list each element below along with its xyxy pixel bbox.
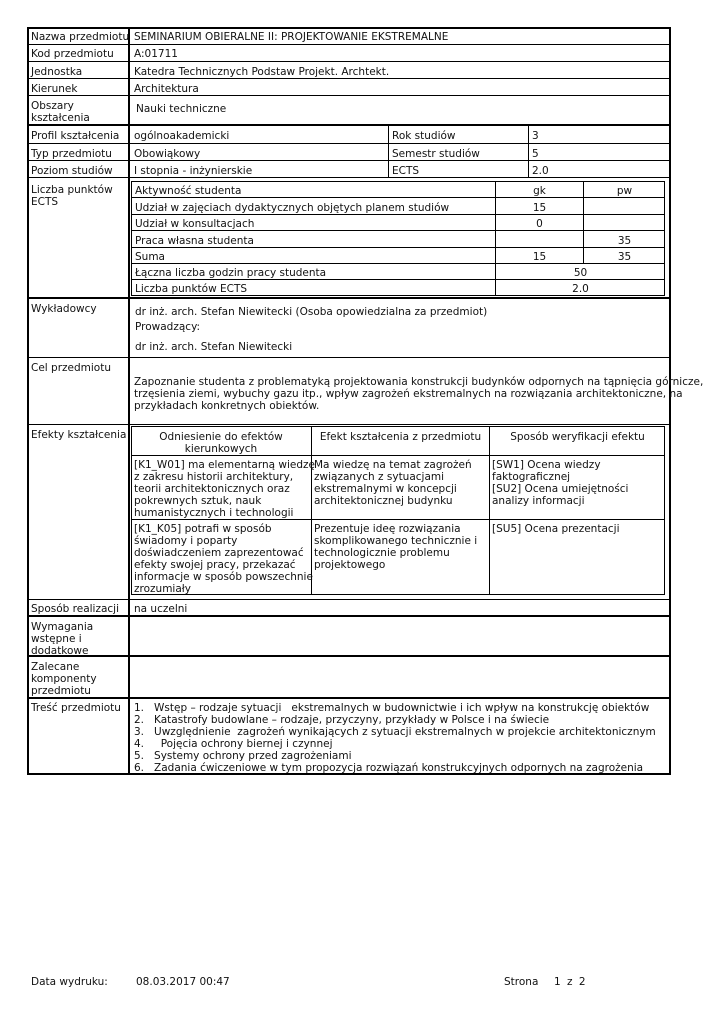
label-obszary-line: kształcenia	[31, 112, 90, 124]
efekty-cell-efekt	[311, 457, 475, 509]
label-ects: ECTS	[392, 165, 420, 177]
label-wymagania-line: Wymagania	[31, 621, 94, 633]
ects-total-hours-label: Łączna liczba godzin pracy studenta	[135, 267, 327, 279]
value-nazwa: SEMINARIUM OBIERALNE II: PROJEKTOWANIE EKSTREMALNE	[134, 31, 449, 43]
efekty-header-line: Odniesienie do efektów	[159, 431, 283, 443]
efekty-cell-line: skomplikowanego technicznie i	[314, 535, 478, 547]
row-sposob	[27, 600, 671, 617]
efekty-cell-line: związanych z sytuacjami	[314, 471, 445, 483]
efekty-header-line: kierunkowych	[184, 443, 258, 455]
value-poziom: I stopnia - inżynierskie	[134, 165, 253, 177]
label-obszary	[28, 98, 93, 126]
label-tresc: Treść przedmiotu	[31, 702, 121, 714]
efekty-header-line: Efekt kształcenia z przedmiotu	[319, 431, 482, 443]
efekty-cell-odniesienie	[131, 521, 316, 597]
label-wymagania	[28, 619, 96, 659]
value-rok: 3	[532, 130, 539, 142]
efekty-cell-line: z zakresu historii architektury,	[134, 471, 294, 483]
efekty-cell-line: świadomy i poparty	[134, 535, 238, 547]
label-zalecane-line: komponenty	[31, 673, 97, 685]
label-nazwa: Nazwa przedmiotu	[31, 31, 130, 43]
tresc-item: 3. Uwzględnienie zagrożeń wynikających z sytuacji ekstremalnych w projekcie architektonicznym	[134, 726, 656, 738]
efekty-header-efekt	[312, 429, 489, 445]
label-kierunek: Kierunek	[31, 83, 78, 95]
tresc-item: 5. Systemy ochrony przed zagrożeniami	[134, 750, 352, 762]
efekty-col-divider	[489, 426, 490, 595]
tresc-item: 6. Zadania ćwiczeniowe w tym propozycja rozwiązań konstrukcyjnych odpornych na zagrożenia	[134, 762, 644, 774]
efekty-cell-line: [SW1] Ocena wiedzy	[492, 459, 601, 471]
efekty-cell-line: zrozumiały	[134, 583, 191, 595]
ects-row-gk: 15	[532, 251, 547, 263]
efekty-cell-line: informacje w sposób powszechnie	[134, 571, 313, 583]
prowadzacy-line: dr inż. arch. Stefan Niewitecki	[135, 341, 293, 353]
efekty-header-line: Sposób weryfikacji efektu	[510, 431, 645, 443]
footer-strona-label: Strona	[504, 976, 539, 988]
footer-data-value: 08.03.2017 00:47	[136, 976, 230, 988]
efekty-cell-line: efekty swojej pracy, przekazać	[134, 559, 296, 571]
label-wykladowcy: Wykładowcy	[31, 303, 97, 315]
row-kierunek	[27, 79, 671, 96]
ects-header-gk: gk	[533, 185, 546, 197]
cel-line: przykładach konkretnych obiektów.	[134, 400, 320, 412]
value-jednostka: Katedra Technicznych Podstaw Projekt. Archtekt.	[134, 66, 390, 78]
label-jednostka: Jednostka	[31, 66, 83, 78]
efekty-cell-line: Prezentuje ideę rozwiązania	[314, 523, 461, 535]
label-sposob: Sposób realizacji	[31, 603, 120, 615]
efekty-cell-efekt	[311, 521, 480, 573]
footer-data-label: Data wydruku:	[31, 976, 108, 988]
wykladowca-line: dr inż. arch. Stefan Niewitecki (Osoba opowiedzialna za przedmiot)	[135, 306, 488, 318]
ects-row-gk: 0	[536, 218, 543, 230]
label-zalecane	[28, 659, 100, 699]
label-obszary-line: Obszary	[31, 100, 74, 112]
cel-line: Zapoznanie studenta z problematyką projektowania konstrukcji budynków odpornych na tąpnięcia górnicze,	[134, 376, 704, 388]
efekty-cell-sposob	[489, 457, 631, 509]
ects-header-pw: pw	[616, 185, 633, 197]
cel-text	[131, 374, 706, 414]
footer-strona-value: 1 z 2	[554, 976, 586, 988]
efekty-cell-line: pokrewnych sztuk, nauk	[134, 495, 262, 507]
row-obszary	[27, 96, 671, 126]
efekty-cell-line: [K1_K05] potrafi w sposób	[134, 523, 272, 535]
ects-row-gk: 15	[532, 202, 547, 214]
tresc-item: 2. Katastrofy budowlane – rodzaje, przyczyny, przykłady w Polsce i na świecie	[134, 714, 550, 726]
efekty-header-odniesienie	[131, 429, 311, 457]
tresc-item: 4. Pojęcia ochrony biernej i czynnej	[134, 738, 333, 750]
cel-line: trzęsienia ziemi, wybuchy gazu itp., wpływ zagrożeń ekstremalnych na rozwiązania architektoniczne, na	[134, 388, 683, 400]
label-efekty: Efekty kształcenia	[31, 429, 127, 441]
label-semestr: Semestr studiów	[392, 148, 480, 160]
ects-row-pw: 35	[617, 251, 632, 263]
value-semestr: 5	[532, 148, 539, 160]
label-wymagania-line: wstępne i	[31, 633, 82, 645]
efekty-cell-line: ekstremalnymi w koncepcji	[314, 483, 457, 495]
efekty-cell-line: teorii architektonicznych oraz	[134, 483, 290, 495]
efekty-cell-line: analizy informacji	[492, 495, 585, 507]
label-rok: Rok studiów	[392, 130, 456, 142]
tresc-list	[131, 700, 659, 776]
label-typ: Typ przedmiotu	[31, 148, 112, 160]
label-liczba-ects-line: Liczba punktów	[31, 184, 113, 196]
value-profil: ogólnoakademicki	[134, 130, 230, 142]
efekty-cell-line: [SU2] Ocena umiejętności	[492, 483, 629, 495]
efekty-cell-line: [K1_W01] ma elementarną wiedzę	[134, 459, 315, 471]
efekty-cell-line: projektowego	[314, 559, 386, 571]
row-typ	[27, 144, 671, 161]
ects-row-pw	[584, 216, 665, 220]
label-zalecane-line: Zalecane	[31, 661, 80, 673]
row-profil	[27, 126, 671, 144]
label-cel: Cel przedmiotu	[31, 362, 112, 374]
efekty-cell-sposob	[489, 521, 622, 537]
ects-row-label: Praca własna studenta	[135, 235, 254, 247]
ects-row-label: Suma	[135, 251, 165, 263]
value-sposob: na uczelni	[134, 603, 188, 615]
label-liczba-ects-line: ECTS	[31, 196, 59, 208]
ects-row-pw: 35	[617, 235, 632, 247]
efekty-cell-line: [SU5] Ocena prezentacji	[492, 523, 620, 535]
efekty-cell-odniesienie	[131, 457, 318, 521]
value-kod: A:01711	[134, 48, 178, 60]
tresc-item: 1. Wstęp – rodzaje sytuacji ekstremalnych w budownictwie i ich wpływ na konstrukcję obiektów	[134, 702, 650, 714]
row-poziom	[27, 161, 671, 178]
label-poziom: Poziom studiów	[31, 165, 113, 177]
ects-total-hours-value: 50	[573, 267, 588, 279]
ects-row-gk	[496, 233, 583, 237]
ects-row-label: Udział w zajęciach dydaktycznych objętych planem studiów	[135, 202, 450, 214]
value-typ: Obowiąkowy	[134, 148, 201, 160]
ects-header-label: Aktywność studenta	[135, 185, 242, 197]
label-zalecane-line: przedmiotu	[31, 685, 91, 697]
ects-total-points-label: Liczba punktów ECTS	[135, 283, 248, 295]
row-zalecane	[27, 657, 671, 699]
efekty-cell-line: humanistycznych i technologii	[134, 507, 294, 519]
row-wymagania	[27, 617, 671, 657]
prowadzacy-label: Prowadzący:	[135, 321, 201, 333]
row-kod	[27, 45, 671, 62]
label-profil: Profil kształcenia	[31, 130, 120, 142]
efekty-cell-line: architektonicznej budynku	[314, 495, 453, 507]
value-ects: 2.0	[532, 165, 549, 177]
label-kod: Kod przedmiotu	[31, 48, 114, 60]
value-obszary: Nauki techniczne	[136, 103, 227, 115]
ects-row-label: Udział w konsultacjach	[135, 218, 255, 230]
efekty-cell-line: Ma wiedzę na temat zagrożeń	[314, 459, 472, 471]
label-wymagania-line: dodatkowe	[31, 645, 89, 657]
label-liczba-ects	[28, 182, 116, 210]
value-kierunek: Architektura	[134, 83, 199, 95]
ects-row-pw	[584, 200, 665, 204]
efekty-cell-line: doświadczeniem zaprezentować	[134, 547, 304, 559]
efekty-cell-line: technologicznie problemu	[314, 547, 450, 559]
ects-total-points-value: 2.0	[572, 283, 589, 295]
efekty-cell-line: faktograficznej	[492, 471, 571, 483]
efekty-header-sposob	[490, 429, 665, 445]
